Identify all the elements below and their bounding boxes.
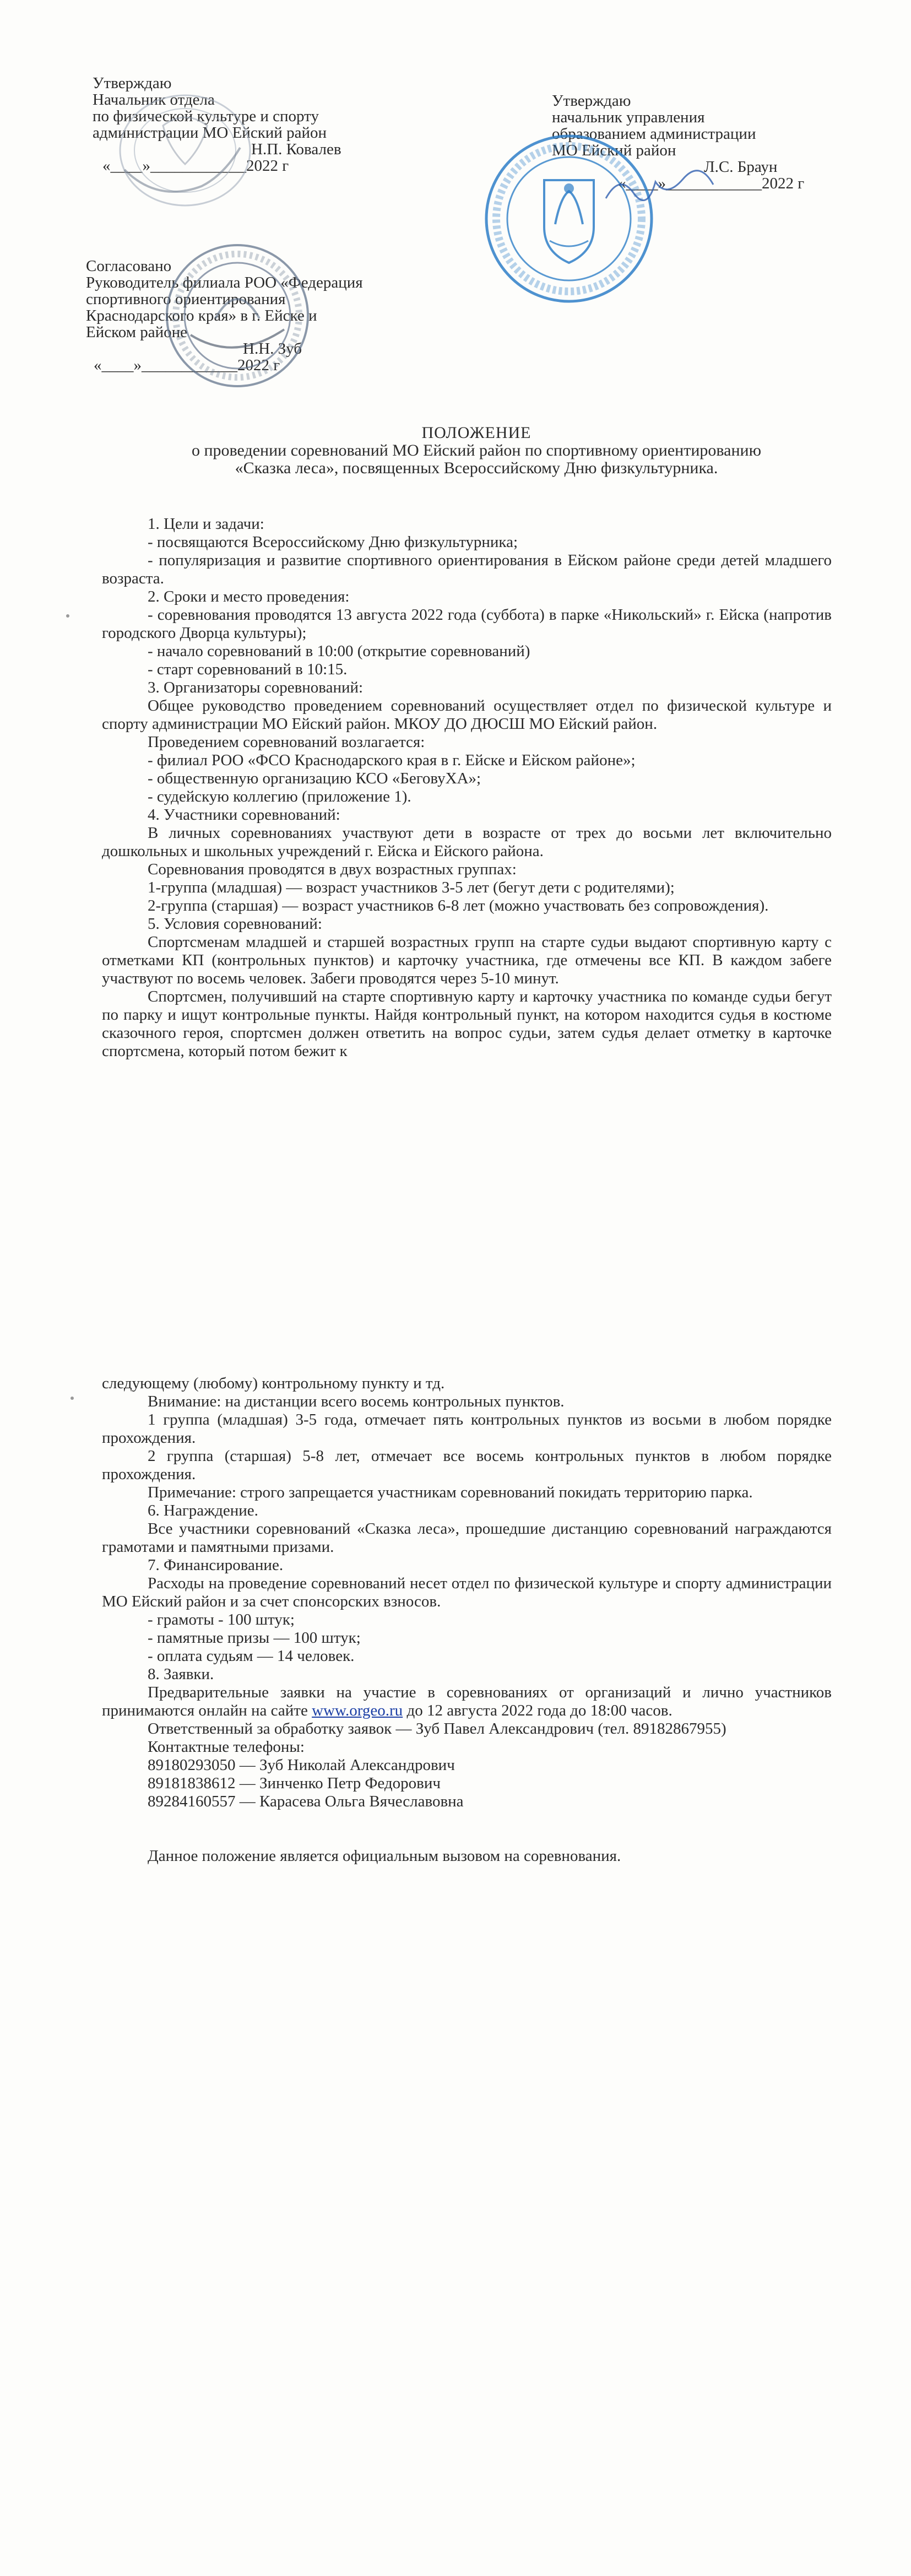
- section-7-item-c: - памятные призы — 100 штук;: [148, 1629, 361, 1647]
- section-8-text-start: Предварительные заявки на участие в соревнованиях от организаций и лично участников принимаются онлайн на сайте: [102, 1684, 832, 1719]
- left-stamp-seal: [102, 87, 268, 214]
- contact-phone-1: 89180293050 — Зуб Николай Александрович: [148, 1756, 455, 1774]
- section-5-item-b: Спортсмен, получивший на старте спортивную карту и карточку участника по команде судьи бегут по парку и ищут контрольные пункты. Найдя контрольный пункт, на котором находится судья в костюме сказочного героя, спортсмен должен ответить на вопрос судьи, затем судья делает отметку в карточке спортсмена, который потом бежит к: [102, 988, 832, 1060]
- approval-left-signer: Н.П. Ковалев: [251, 140, 341, 158]
- section-4-heading: 4. Участники соревнований:: [148, 806, 340, 824]
- approval-left-line-4: администрации МО Ейский район: [93, 124, 327, 142]
- section-8-text-end: до 12 августа 2022 года до 18:00 часов.: [403, 1702, 673, 1719]
- section-2-item-c: - старт соревнований в 10:15.: [148, 661, 348, 678]
- body-part-1: [102, 515, 832, 1060]
- approval-left-line-1: Утверждаю: [93, 74, 172, 92]
- document-title: [110, 424, 843, 477]
- agreement-line-4: Краснодарского края» в г. Ейске и: [86, 307, 317, 324]
- agreement-line-5: Ейском районе: [86, 323, 188, 341]
- section-4-item-b: Соревнования проводятся в двух возрастных группах:: [148, 861, 517, 878]
- title-line-1: ПОЛОЖЕНИЕ: [421, 424, 532, 442]
- agreement-line-2: Руководитель филиала РОО «Федерация: [86, 274, 363, 291]
- contact-phone-2: 89181838612 — Зинченко Петр Федорович: [148, 1774, 441, 1792]
- scan-artifact-dot: [71, 1397, 74, 1400]
- section-4-item-c: 1-группа (младшая) — возраст участников 3-5 лет (бегут дети с родителями);: [148, 879, 675, 896]
- section-8-item-a: [102, 1684, 832, 1720]
- section-1-item-b: - популяризация и развитие спортивного ориентирования в Ейском районе среди детей младшего возраста.: [102, 551, 832, 587]
- section-3-item-d: - общественную организацию КСО «БеговуХА»;: [148, 770, 481, 787]
- section-5-item-d: Внимание: на дистанции всего восемь контрольных пунктов.: [148, 1393, 565, 1410]
- approval-right-line-3: образованием администрации: [552, 125, 756, 143]
- section-4-item-a: В личных соревнованиях участвуют дети в возрасте от трех до восьми лет включительно дошкольных и школьных учреждений г. Ейска и Ейского района.: [102, 824, 832, 860]
- section-3-item-a: Общее руководство проведением соревнований осуществляет отдел по физической культуре и спорту администрации МО Ейский район. МКОУ ДО ДЮСШ МО Ейский район.: [102, 697, 832, 733]
- section-3-item-e: - судейскую коллегию (приложение 1).: [148, 788, 411, 805]
- approval-right-line-4: МО Ейский район: [552, 142, 676, 159]
- section-5-heading: 5. Условия соревнований:: [148, 915, 322, 933]
- section-3-item-b: Проведением соревнований возлагается:: [148, 733, 425, 751]
- section-1-heading: 1. Цели и задачи:: [148, 515, 264, 533]
- section-1-item-a: - посвящаются Всероссийскому Дню физкультурника;: [148, 533, 518, 551]
- approval-left-line-3: по физической культуре и спорту: [93, 107, 319, 125]
- body-part-2: [102, 1374, 832, 1865]
- scan-artifact-dot: [66, 614, 69, 618]
- agreement-stamp-seal: [158, 236, 317, 396]
- section-2-heading: 2. Сроки и место проведения:: [148, 588, 350, 605]
- section-2-item-b: - начало соревнований в 10:00 (открытие соревнований): [148, 642, 530, 660]
- section-3-item-c: - филиал РОО «ФСО Краснодарского края в г. Ейске и Ейском районе»;: [148, 751, 636, 769]
- section-7-item-b: - грамоты - 100 штук;: [148, 1611, 295, 1628]
- section-2-item-a: - соревнования проводятся 13 августа 2022 года (суббота) в парке «Никольский» г. Ейска (напротив городского Дворца культуры);: [102, 606, 832, 642]
- approval-right-signer: Л.С. Браун: [704, 158, 778, 176]
- section-5-item-a: Спортсменам младшей и старшей возрастных групп на старте судьи выдают спортивную карту с отметками КП (контрольных пунктов) и карточку участника, где отмечены все КП. В каждом забеге участвуют по восемь человек. Забеги проводятся через 5-10 минут.: [102, 933, 832, 987]
- section-3-heading: 3. Организаторы соревнований:: [148, 679, 364, 696]
- section-5-item-c: следующему (любому) контрольному пункту и тд.: [102, 1374, 445, 1392]
- section-8-heading: 8. Заявки.: [148, 1665, 214, 1683]
- agreement-signer: Н.Н. Зуб: [243, 340, 302, 358]
- final-statement: Данное положение является официальным вызовом на соревнования.: [148, 1847, 621, 1865]
- right-stamp-seal: [478, 128, 660, 310]
- agreement-date: «____»____________2022 г: [94, 356, 280, 374]
- section-4-item-d: 2-группа (старшая) — возраст участников 6-8 лет (можно участвовать без сопровождения).: [148, 897, 769, 914]
- agreement-line-1: Согласовано: [86, 257, 172, 275]
- section-7-item-d: - оплата судьям — 14 человек.: [148, 1647, 355, 1665]
- section-8-item-c: Контактные телефоны:: [148, 1738, 305, 1756]
- right-signature: [600, 165, 716, 215]
- section-8-item-b: Ответственный за обработку заявок — Зуб Павел Александрович (тел. 89182867955): [148, 1720, 726, 1738]
- title-line-3: «Сказка леса», посвященных Всероссийскому Дню физкультурника.: [235, 459, 718, 477]
- section-7-item-a: Расходы на проведение соревнований несет отдел по физической культуре и спорту администрации МО Ейский район и за счет спонсорских взносов.: [102, 1574, 832, 1610]
- section-5-item-e: 1 группа (младшая) 3-5 года, отмечает пять контрольных пунктов из восьми в любом порядке прохождения.: [102, 1411, 832, 1447]
- agreement-line-3: спортивного ориентирования: [86, 290, 286, 308]
- section-6-item-a: Все участники соревнований «Сказка леса», прошедшие дистанцию соревнований награждаются грамотами и памятными призами.: [102, 1520, 832, 1556]
- section-6-heading: 6. Награждение.: [148, 1502, 258, 1519]
- orgeo-link[interactable]: www.orgeo.ru: [312, 1702, 403, 1719]
- approval-right-date: «____»____________2022 г: [618, 175, 805, 192]
- section-7-heading: 7. Финансирование.: [148, 1556, 284, 1574]
- contact-phone-3: 89284160557 — Карасева Ольга Вячеславовна: [148, 1793, 464, 1810]
- approval-left-date: «____»____________2022 г: [102, 157, 289, 175]
- section-5-item-f: 2 группа (старшая) 5-8 лет, отмечает все восемь контрольных пунктов в любом порядке прохождения.: [102, 1447, 832, 1483]
- approval-right-line-2: начальник управления: [552, 109, 705, 126]
- approval-left-line-2: Начальник отдела: [93, 91, 215, 109]
- section-5-item-g: Примечание: строго запрещается участникам соревнований покидать территорию парка.: [148, 1484, 753, 1501]
- title-line-2: о проведении соревнований МО Ейский район по спортивному ориентированию: [192, 441, 761, 459]
- approval-right-line-1: Утверждаю: [552, 92, 631, 110]
